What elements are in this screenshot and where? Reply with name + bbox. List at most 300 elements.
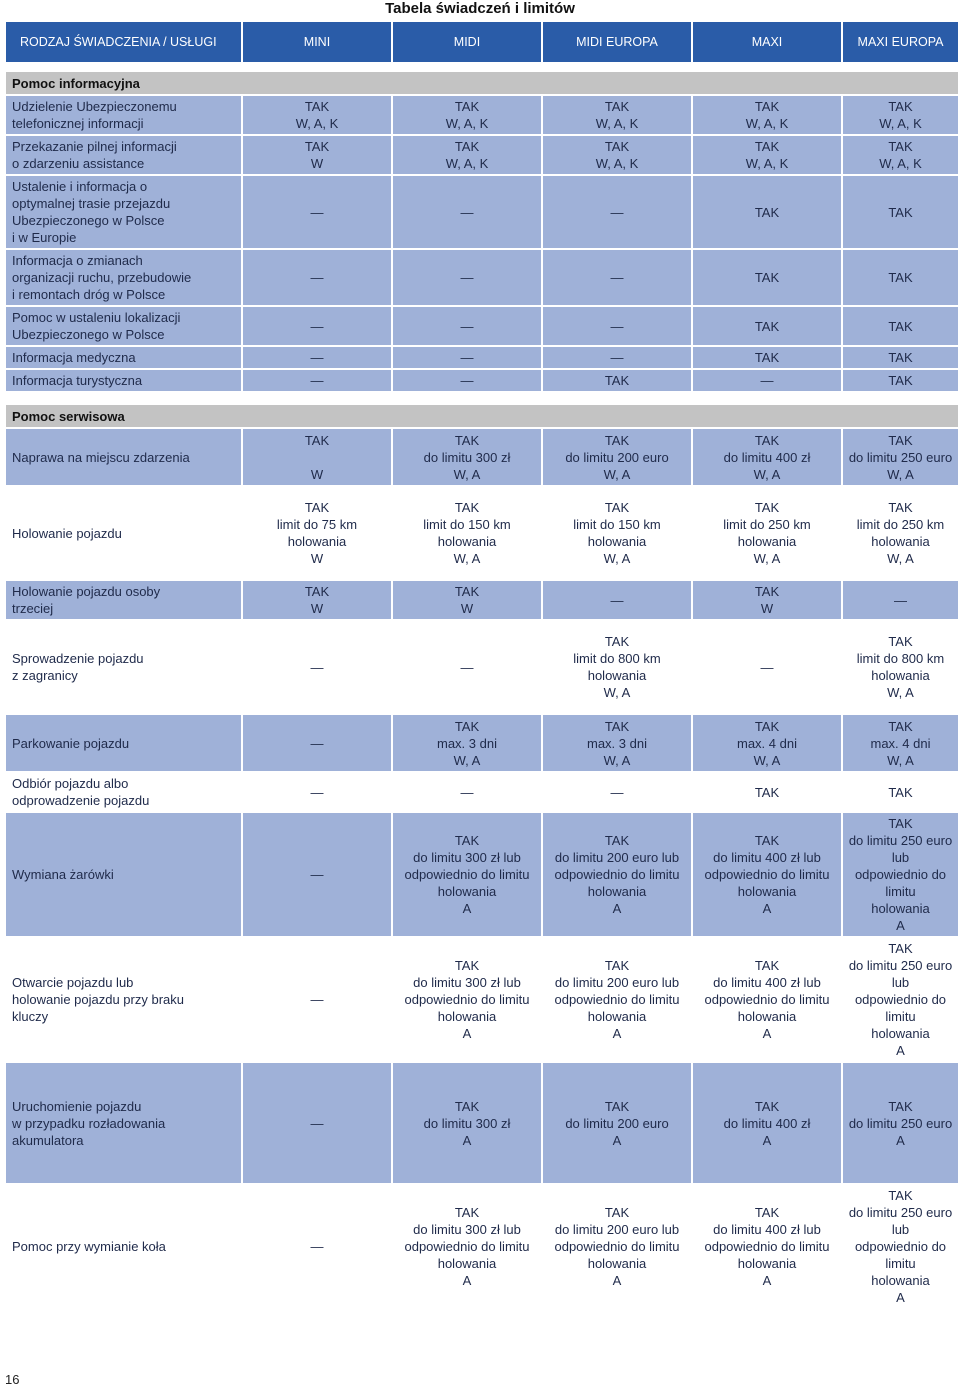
plan-value-line: TAK (754, 584, 780, 599)
plan-value-line: limit do 250 km (723, 517, 811, 532)
plan-value-cell (243, 938, 391, 1061)
plan-value-cell (393, 487, 541, 579)
plan-value-line: odpowiednio do limitu (854, 1239, 947, 1271)
not-included-dash: — (460, 318, 474, 334)
plan-value-cell (693, 773, 841, 811)
plan-value-line: TAK (754, 718, 780, 734)
plan-value-cell (843, 307, 958, 345)
plan-value-line: do limitu 400 zł (723, 1115, 811, 1131)
plan-value-cell (393, 581, 541, 619)
plan-value-line: TAK (888, 373, 913, 388)
page-number: 16 (5, 1372, 20, 1387)
plan-value-line: do limitu 250 euro lub (848, 958, 953, 990)
plan-value-line: A (896, 1290, 905, 1305)
plan-value-cell (843, 176, 958, 248)
plan-value-line: TAK (754, 1098, 780, 1114)
plan-value-line: holowania (587, 1009, 647, 1024)
plan-value-line: TAK (888, 318, 913, 334)
plan-value-line: A (462, 901, 472, 916)
plan-value-line: do limitu 250 euro lub (848, 833, 953, 865)
not-included-dash: — (310, 735, 324, 751)
plan-value-line: odpowiednio do limitu (404, 867, 530, 882)
section-spacer (6, 64, 958, 70)
plan-value-line: TAK (888, 718, 913, 734)
plan-value-cell (543, 773, 691, 811)
plan-value-line: do limitu 400 zł lub (713, 975, 821, 990)
column-header-service-type: RODZAJ ŚWIADCZENIA / USŁUGI (6, 22, 241, 62)
service-label-line: optymalnej trasie przejazdu (12, 196, 171, 211)
plan-value-line: A (896, 1043, 905, 1058)
plan-value-line: limit do 800 km (573, 651, 661, 666)
plan-value-line: TAK (888, 1098, 913, 1114)
table-row (6, 621, 958, 713)
service-label-line: z zagranicy (12, 668, 78, 683)
plan-value-cell (693, 136, 841, 174)
table-row (6, 176, 958, 248)
plan-value-line: do limitu 300 zł lub (413, 850, 521, 865)
plan-value-line: W, A, K (295, 116, 339, 131)
plan-value-cell (843, 938, 958, 1061)
plan-value-line: odpowiednio do limitu (554, 992, 680, 1007)
plan-value-line: W, A (887, 466, 914, 482)
plan-value-line: holowania (587, 1256, 647, 1271)
plan-value-line: A (612, 1132, 622, 1148)
plan-value-line: do limitu 300 zł (423, 449, 511, 465)
plan-value-line: W (310, 466, 324, 482)
plan-value-line: TAK (754, 350, 780, 365)
plan-value-line: holowania (871, 1026, 930, 1041)
plan-value-line: TAK (888, 500, 913, 515)
plan-value-line: TAK (888, 270, 913, 285)
plan-value-cell (393, 136, 541, 174)
plan-value-cell (843, 773, 958, 811)
service-label-line: Uruchomienie pojazdu (12, 1098, 142, 1114)
plan-value-line: TAK (604, 1205, 630, 1220)
plan-value-line: holowania (587, 668, 647, 683)
not-included-dash: — (310, 350, 324, 365)
plan-value-cell (243, 307, 391, 345)
column-header-maxi-europa: MAXI EUROPA (843, 22, 958, 62)
not-included-dash: — (310, 659, 324, 675)
plan-value-line: do limitu 300 zł lub (413, 1222, 521, 1237)
table-row (6, 813, 958, 936)
service-label-line: o zdarzeniu assistance (12, 156, 145, 171)
service-label (6, 487, 241, 579)
service-label-line: telefonicznej informacji (12, 116, 144, 131)
plan-value-line: A (762, 1026, 772, 1041)
service-label (6, 429, 241, 485)
plan-value-line: A (762, 1273, 772, 1288)
plan-value-line: holowania (587, 884, 647, 899)
plan-value-line: W, A (453, 551, 481, 566)
service-label (6, 581, 241, 619)
plan-value-line: holowania (871, 1273, 930, 1288)
plan-value-line: A (762, 901, 772, 916)
not-included-dash: — (610, 592, 624, 608)
plan-value-cell (393, 621, 541, 713)
plan-value-line: TAK (454, 1205, 480, 1220)
service-label (6, 176, 241, 248)
plan-value-line: TAK (454, 1098, 480, 1114)
plan-value-line: W, A, K (445, 156, 489, 171)
plan-value-line: TAK (604, 139, 630, 154)
service-label-line: holowanie pojazdu przy braku (12, 992, 184, 1007)
plan-value-line: TAK (754, 500, 780, 515)
plan-value-cell (243, 250, 391, 305)
plan-value-line: do limitu 200 euro (565, 1115, 669, 1131)
plan-value-line: A (762, 1132, 772, 1148)
table-row (6, 429, 958, 485)
plan-value-line: limit do 75 km (276, 517, 358, 532)
plan-value-line: limit do 250 km (856, 517, 945, 532)
plan-value-line: TAK (754, 784, 780, 800)
plan-value-cell (693, 715, 841, 771)
plan-value-line: W, A, K (879, 156, 922, 171)
plan-value-line: do limitu 250 euro (848, 1115, 953, 1131)
plan-value-cell (693, 370, 841, 391)
plan-value-line: odpowiednio do limitu (554, 867, 680, 882)
service-label-line: Informacja o zmianach (12, 253, 143, 268)
service-label (6, 715, 241, 771)
plan-value-line: TAK (754, 270, 780, 285)
plan-value-line: TAK (604, 634, 630, 649)
not-included-dash: — (460, 350, 474, 365)
plan-value-line: TAK (888, 139, 913, 154)
plan-value-cell (693, 1185, 841, 1308)
plan-value-line: holowania (437, 1009, 497, 1024)
spacer-cell (6, 393, 958, 403)
plan-value-cell (843, 96, 958, 134)
plan-value-line: TAK (888, 350, 913, 365)
not-included-dash: — (610, 318, 624, 334)
plan-value-cell (843, 715, 958, 771)
plan-value-line: do limitu 300 zł lub (413, 975, 521, 990)
plan-value-cell (393, 938, 541, 1061)
plan-value-line: TAK (888, 99, 913, 114)
plan-value-line: W, A (603, 685, 631, 700)
plan-value-line: TAK (754, 958, 780, 973)
plan-value-line: do limitu 250 euro lub (848, 1205, 953, 1237)
plan-value-line: max. 4 dni (870, 735, 931, 751)
plan-value-line: TAK (454, 584, 480, 599)
plan-value-cell (393, 813, 541, 936)
plan-value-line: TAK (888, 1188, 913, 1203)
plan-value-cell (243, 581, 391, 619)
plan-value-line: do limitu 400 zł (723, 449, 811, 465)
plan-value-line: max. 4 dni (737, 735, 797, 751)
service-label (6, 773, 241, 811)
plan-value-cell (543, 938, 691, 1061)
not-included-dash: — (460, 204, 474, 220)
plan-value-line: TAK (754, 99, 780, 114)
plan-value-line: W, A, K (745, 156, 789, 171)
plan-value-line: odpowiednio do limitu (854, 867, 947, 899)
service-label-line: Sprowadzenie pojazdu (12, 651, 144, 666)
plan-value-cell (693, 307, 841, 345)
plan-value-cell (393, 715, 541, 771)
plan-value-cell (843, 429, 958, 485)
plan-value-line: do limitu 200 euro lub (554, 1222, 680, 1237)
service-label-line: Udzielenie Ubezpieczonemu (12, 99, 177, 114)
plan-value-cell (693, 1063, 841, 1183)
section-spacer (6, 393, 958, 403)
service-label (6, 307, 241, 345)
plan-value-line: TAK (888, 941, 913, 956)
section-title: Pomoc serwisowa (6, 405, 958, 427)
plan-value-line: W, A (753, 551, 781, 566)
plan-value-line: A (462, 1026, 472, 1041)
service-label (6, 136, 241, 174)
plan-value-cell (543, 250, 691, 305)
section-header-row (6, 72, 958, 94)
table-row (6, 347, 958, 368)
service-label-line: Parkowanie pojazdu (12, 735, 130, 751)
plan-value-cell (393, 1063, 541, 1183)
page-title: Tabela świadczeń i limitów (385, 0, 575, 17)
service-label-line: Pomoc w ustaleniu lokalizacji (12, 310, 181, 325)
plan-value-cell (393, 307, 541, 345)
not-included-dash: — (310, 1239, 324, 1254)
plan-value-cell (393, 96, 541, 134)
plan-value-line: W, A, K (745, 116, 789, 131)
plan-value-line: do limitu 200 euro (565, 449, 669, 465)
plan-value-cell (393, 429, 541, 485)
not-included-dash: — (310, 1115, 324, 1131)
plan-value-line: TAK (604, 99, 630, 114)
plan-value-line: TAK (604, 432, 630, 448)
plan-value-cell (543, 1185, 691, 1308)
service-label-line: Wymiana żarówki (12, 867, 114, 882)
not-included-dash: — (610, 784, 624, 800)
plan-value-cell (393, 176, 541, 248)
plan-value-cell (543, 1063, 691, 1183)
not-included-dash: — (610, 204, 624, 220)
not-included-dash: — (894, 592, 907, 608)
plan-value-line: holowania (587, 534, 647, 549)
plan-value-line: TAK (454, 833, 480, 848)
service-label-line: odprowadzenie pojazdu (12, 793, 150, 808)
plan-value-line: W, A, K (445, 116, 489, 131)
plan-value-line: TAK (754, 204, 780, 220)
plan-value-line: do limitu 250 euro (848, 449, 953, 465)
plan-value-line: TAK (888, 204, 913, 220)
plan-value-cell (543, 136, 691, 174)
plan-value-line: A (462, 1132, 472, 1148)
column-header-mini: MINI (243, 22, 391, 62)
plan-value-cell (393, 370, 541, 391)
service-label (6, 1063, 241, 1183)
plan-value-line: limit do 150 km (573, 517, 661, 532)
not-included-dash: — (310, 867, 324, 882)
service-label-line: i remontach dróg w Polsce (12, 287, 166, 302)
table-header-row (6, 22, 958, 62)
not-included-dash: — (310, 204, 324, 220)
plan-value-line: W, A (453, 752, 481, 768)
service-label-line: Ubezpieczonego w Polsce (12, 327, 165, 342)
table-row (6, 715, 958, 771)
plan-value-line: W, A (887, 752, 914, 768)
plan-value-cell (543, 621, 691, 713)
plan-value-line: TAK (304, 139, 330, 154)
plan-value-cell (693, 429, 841, 485)
plan-value-line: TAK (888, 634, 913, 649)
plan-value-cell (843, 250, 958, 305)
plan-value-cell (843, 621, 958, 713)
table-row (6, 307, 958, 345)
plan-value-line: TAK (304, 99, 330, 114)
plan-value-line: TAK (604, 958, 630, 973)
plan-value-cell (393, 347, 541, 368)
plan-value-line: max. 3 dni (437, 735, 497, 751)
plan-value-cell (843, 581, 958, 619)
plan-value-line: TAK (888, 784, 913, 800)
plan-value-line: odpowiednio do limitu (404, 992, 530, 1007)
service-label-line: Holowanie pojazdu osoby (12, 584, 161, 599)
plan-value-cell (393, 1185, 541, 1308)
plan-value-line: holowania (871, 534, 930, 549)
plan-value-cell (393, 773, 541, 811)
plan-value-line: A (612, 1273, 622, 1288)
plan-value-cell (693, 96, 841, 134)
plan-value-cell (243, 429, 391, 485)
plan-value-cell (543, 307, 691, 345)
plan-value-cell (243, 370, 391, 391)
service-label (6, 347, 241, 368)
plan-value-line: W, A (753, 752, 781, 768)
plan-value-line: A (612, 901, 622, 916)
plan-value-line: do limitu 400 zł lub (713, 850, 821, 865)
plan-value-line: TAK (754, 318, 780, 334)
plan-value-cell (243, 1063, 391, 1183)
plan-value-cell (843, 487, 958, 579)
plan-value-cell (843, 136, 958, 174)
plan-value-line: A (462, 1273, 472, 1288)
table-row (6, 96, 958, 134)
plan-value-line: holowania (737, 884, 797, 899)
plan-value-cell (243, 347, 391, 368)
plan-value-line: do limitu 200 euro lub (554, 850, 680, 865)
plan-value-line: holowania (737, 534, 797, 549)
plan-value-line: TAK (604, 833, 630, 848)
plan-value-line: holowania (437, 534, 497, 549)
plan-value-cell (543, 487, 691, 579)
plan-value-line: do limitu 300 zł (423, 1115, 511, 1131)
service-label-line: Ubezpieczonego w Polsce (12, 213, 165, 228)
service-label-line: akumulatora (12, 1132, 84, 1148)
service-label-line: Informacja turystyczna (12, 373, 143, 388)
plan-value-line: TAK (454, 500, 480, 515)
not-included-dash: — (760, 373, 774, 388)
plan-value-cell (693, 347, 841, 368)
plan-value-cell (693, 487, 841, 579)
plan-value-line: limit do 150 km (423, 517, 511, 532)
plan-value-line: holowania (437, 884, 497, 899)
plan-value-cell (243, 487, 391, 579)
table-row (6, 136, 958, 174)
plan-value-line: W (310, 601, 324, 616)
service-label-line: Otwarcie pojazdu lub (12, 975, 134, 990)
plan-value-line: odpowiednio do limitu (554, 1239, 680, 1254)
plan-value-line: W, A (603, 752, 631, 768)
plan-value-line: W, A (887, 685, 914, 700)
service-label-line: organizacji ruchu, przebudowie (12, 270, 192, 285)
plan-value-line: TAK (454, 139, 480, 154)
table-row (6, 773, 958, 811)
plan-value-line: W, A, K (595, 116, 639, 131)
plan-value-cell (243, 176, 391, 248)
service-label-line: Odbiór pojazdu albo (12, 776, 129, 791)
plan-value-line: TAK (454, 432, 480, 448)
plan-value-line: limit do 800 km (856, 651, 945, 666)
plan-value-line: do limitu 400 zł lub (713, 1222, 821, 1237)
service-label-line: Informacja medyczna (12, 350, 136, 365)
column-header-maxi: MAXI (693, 22, 841, 62)
table-row (6, 938, 958, 1061)
plan-value-line: W, A (753, 466, 781, 482)
plan-value-line: odpowiednio do limitu (854, 992, 947, 1024)
plan-value-cell (693, 176, 841, 248)
plan-value-line: do limitu 200 euro lub (554, 975, 680, 990)
plan-value-line: TAK (454, 958, 480, 973)
plan-value-line: A (612, 1026, 622, 1041)
not-included-dash: — (310, 318, 324, 334)
not-included-dash: — (610, 350, 624, 365)
plan-value-cell (543, 429, 691, 485)
plan-value-line: W, A, K (879, 116, 922, 131)
service-label-line: Pomoc przy wymianie koła (12, 1239, 166, 1254)
plan-value-line: TAK (454, 99, 480, 114)
service-label (6, 250, 241, 305)
benefits-table (4, 20, 960, 1310)
plan-value-line: W (310, 551, 324, 566)
service-label-line: trzeciej (12, 601, 54, 616)
plan-value-cell (843, 1063, 958, 1183)
service-label-line: w przypadku rozładowania (12, 1115, 166, 1131)
plan-value-line: W, A (603, 466, 631, 482)
plan-value-line: TAK (754, 1205, 780, 1220)
not-included-dash: — (610, 270, 624, 285)
table-row (6, 581, 958, 619)
plan-value-cell (693, 621, 841, 713)
not-included-dash: — (460, 373, 474, 388)
service-label (6, 1185, 241, 1308)
table-row (6, 487, 958, 579)
plan-value-line: TAK (754, 139, 780, 154)
plan-value-line: odpowiednio do limitu (404, 1239, 530, 1254)
table-row (6, 370, 958, 391)
plan-value-cell (693, 813, 841, 936)
not-included-dash: — (310, 992, 324, 1007)
plan-value-line: TAK (454, 718, 480, 734)
plan-value-line: TAK (754, 432, 780, 448)
section-header-row (6, 405, 958, 427)
not-included-dash: — (310, 373, 324, 388)
plan-value-cell (543, 715, 691, 771)
plan-value-line: W (310, 156, 324, 171)
plan-value-line: holowania (737, 1009, 797, 1024)
plan-value-line: A (896, 918, 905, 933)
plan-value-line: TAK (304, 432, 330, 448)
plan-value-cell (243, 136, 391, 174)
not-included-dash: — (310, 270, 324, 285)
section-title: Pomoc informacyjna (6, 72, 958, 94)
spacer-cell (6, 64, 958, 70)
plan-value-line: odpowiednio do limitu (704, 1239, 830, 1254)
service-label-line: Ustalenie i informacja o (12, 179, 148, 194)
table-body (6, 22, 958, 1308)
service-label (6, 370, 241, 391)
plan-value-line: holowania (287, 534, 347, 549)
